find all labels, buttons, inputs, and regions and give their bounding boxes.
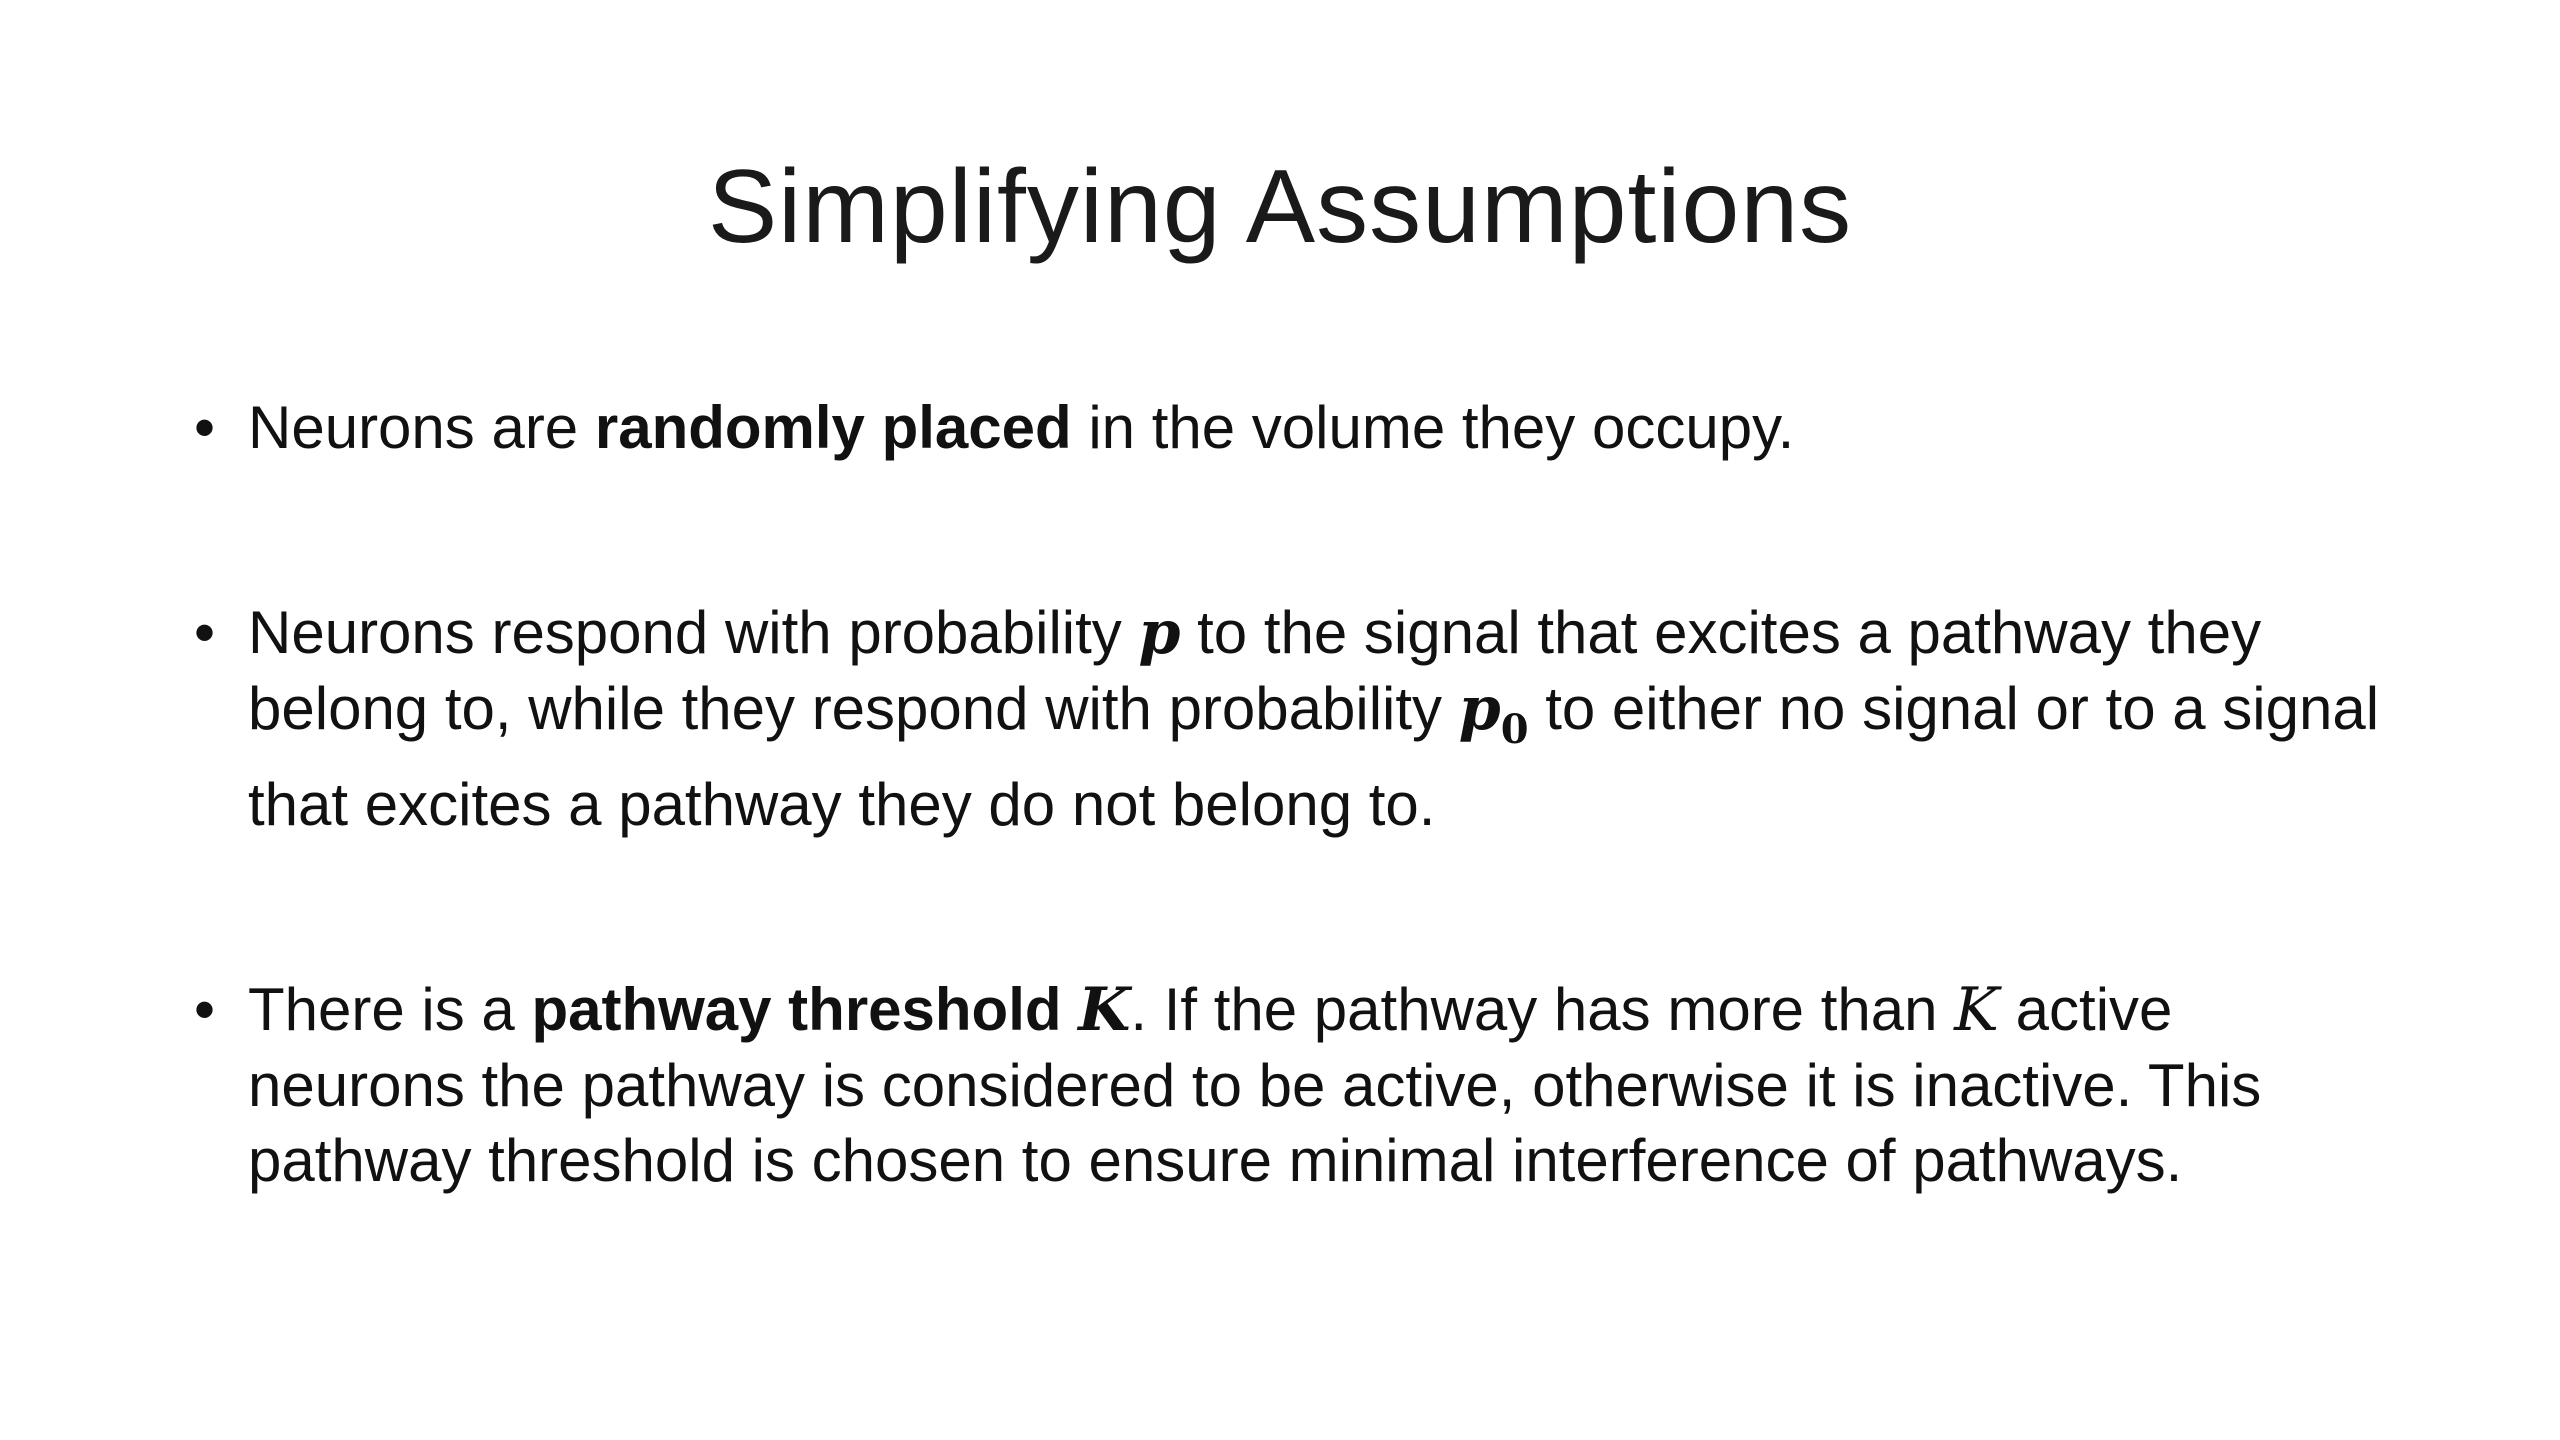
bullet-text-segment: . If the pathway has more than (1130, 976, 1955, 1043)
bullet-dot-icon: • (194, 599, 216, 666)
bullet-item (190, 390, 2390, 465)
math-subscript: 0 (1500, 706, 1529, 753)
bullet-dot-icon: • (194, 394, 216, 461)
math-variable: K (1954, 975, 1999, 1045)
bullet-text-bold: randomly placed (594, 394, 1072, 461)
bullet-text-segment: active neurons the pathway is considered to be active, otherwise it is inactive. This pathway threshold is chosen to ensure minimal interference of pathways. (248, 976, 2262, 1194)
bullet-item (190, 595, 2390, 842)
bullet-text-segment: There is a (248, 976, 532, 1043)
math-variable: p (1458, 674, 1501, 744)
bullet-list (190, 390, 2390, 1198)
bullet-item (190, 972, 2390, 1198)
bullet-text-segment: to the signal that excites a pathway they belong to, while they respond with probability (248, 599, 2262, 742)
bullet-text-segment: Neurons are (248, 394, 595, 461)
bullet-dot-icon: • (194, 976, 216, 1043)
bullet-text-segment: in the volume they occupy. (1071, 394, 1795, 461)
math-variable: K (1078, 975, 1131, 1045)
bullet-text-segment: Neurons respond with probability (248, 599, 1139, 666)
math-variable: p (1138, 598, 1181, 668)
slide-title: Simplifying Assumptions (707, 149, 1853, 265)
bullet-text-segment: to either no signal or to a signal that excites a pathway they do not belong to. (248, 675, 2380, 838)
bullet-text-bold: pathway threshold (531, 976, 1079, 1043)
